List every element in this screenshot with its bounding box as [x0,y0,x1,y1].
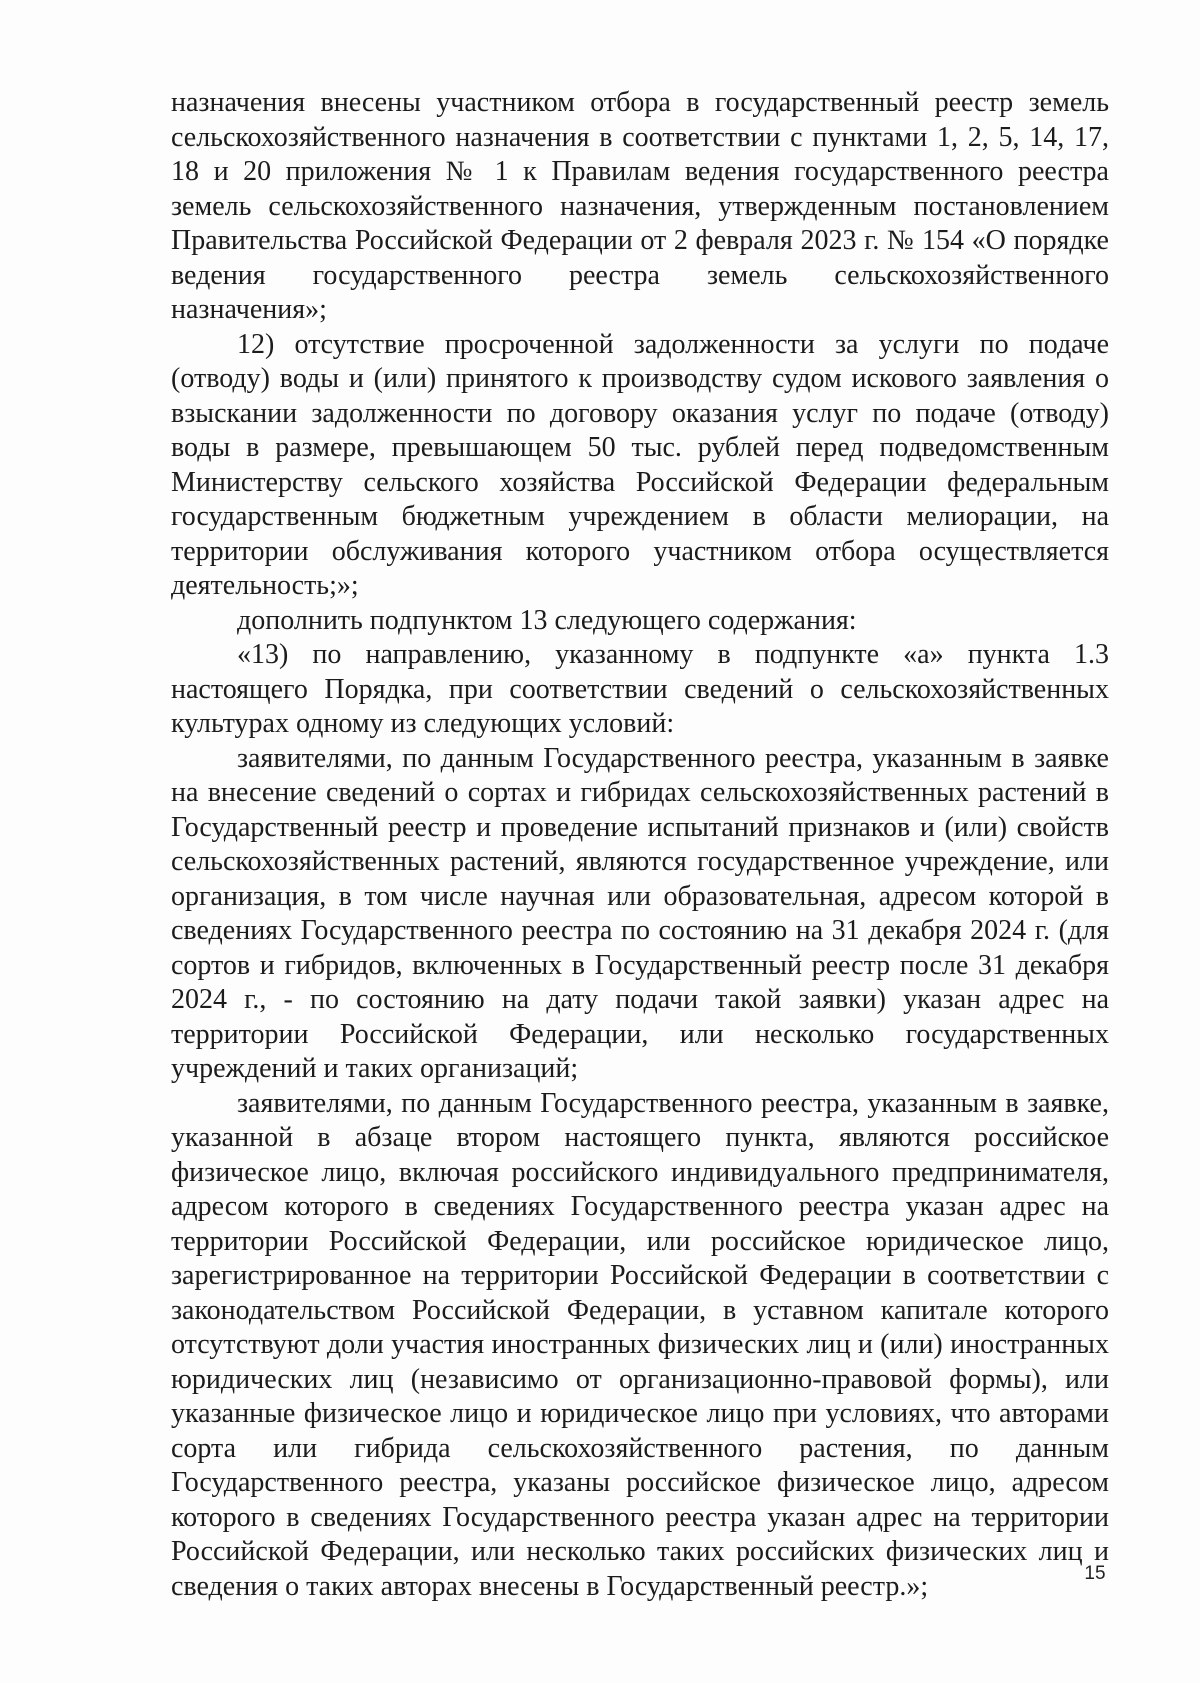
paragraph-item-12: 12) отсутствие просроченной задолженности за услуги по подаче (отводу) воды и (или) принятого к производству судом искового заявления о взыскании задолженности по договору оказания услуг по подаче (отводу) воды в размере, превышающем 50 тыс. рублей перед подведомственным Министерству сельского хозяйства Российской Федерации федеральным государственным бюджетным учреждением в области мелиорации, на территории обслуживания которого участником отбора осуществляется деятельность;»; [171,328,1109,601]
paragraph-condition-1: заявителями, по данным Государственного реестра, указанным в заявке на внесение сведений о сортах и гибридах сельскохозяйственных растений в Государственный реестр и проведение испытаний признаков и (или) свойств сельскохозяйственных растений, являются государственное учреждение, или организация, в том числе научная или образовательная, адресом которой в сведениях Государственного реестра по состоянию на 31 декабря 2024 г. (для сортов и гибридов, включенных в Государственный реестр после 31 декабря 2024 г., - по состоянию на дату подачи такой заявки) указан адрес на территории Российской Федерации, или несколько государственных учреждений и таких организаций; [171,742,1109,1084]
paragraph-continuation: назначения внесены участником отбора в государственный реестр земель сельскохозяйственного назначения в соответствии с пунктами 1, 2, 5, 14, 17, 18 и 20 приложения № 1 к Правилам ведения государственного реестра земель сельскохозяйственного назначения, утвержденным постановлением Правительства Российской Федерации от 2 февраля 2023 г. № 154 «О порядке ведения государственного реестра земель сельскохозяйственного назначения»; [171,87,1109,325]
page-number: 15 [1084,1563,1106,1584]
paragraph-condition-2: заявителями, по данным Государственного реестра, указанным в заявке, указанной в абзаце втором настоящего пункта, являются российское физическое лицо, включая российского индивидуального предпринимателя, адресом которого в сведениях Государственного реестра указан адрес на территории Российской Федерации, или российское юридическое лицо, зарегистрированное на территории Российской Федерации в соответствии с законодательством Российской Федерации, в уставном капитале которого отсутствуют доли участия иностранных физических лиц и (или) иностранных юридических лиц (независимо от организационно-правовой формы), или указанные физическое лицо и юридическое лицо при условиях, что авторами сорта или гибрида сельскохозяйственного растения, по данным Государственного реестра, указаны российское физическое лицо, адресом которого в сведениях Государственного реестра указан адрес на территории Российской Федерации, или несколько таких российских физических лиц и сведения о таких авторах внесены в Государственный реестр.»; [171,1087,1109,1602]
paragraph-item-13: «13) по направлению, указанному в подпункте «а» пункта 1.3 настоящего Порядка, при соответствии сведений о сельскохозяйственных культурах одному из следующих условий: [171,639,1109,739]
paragraph-amendment-intro: дополнить подпунктом 13 следующего содержания: [237,604,857,636]
document-body [171,86,1109,1604]
